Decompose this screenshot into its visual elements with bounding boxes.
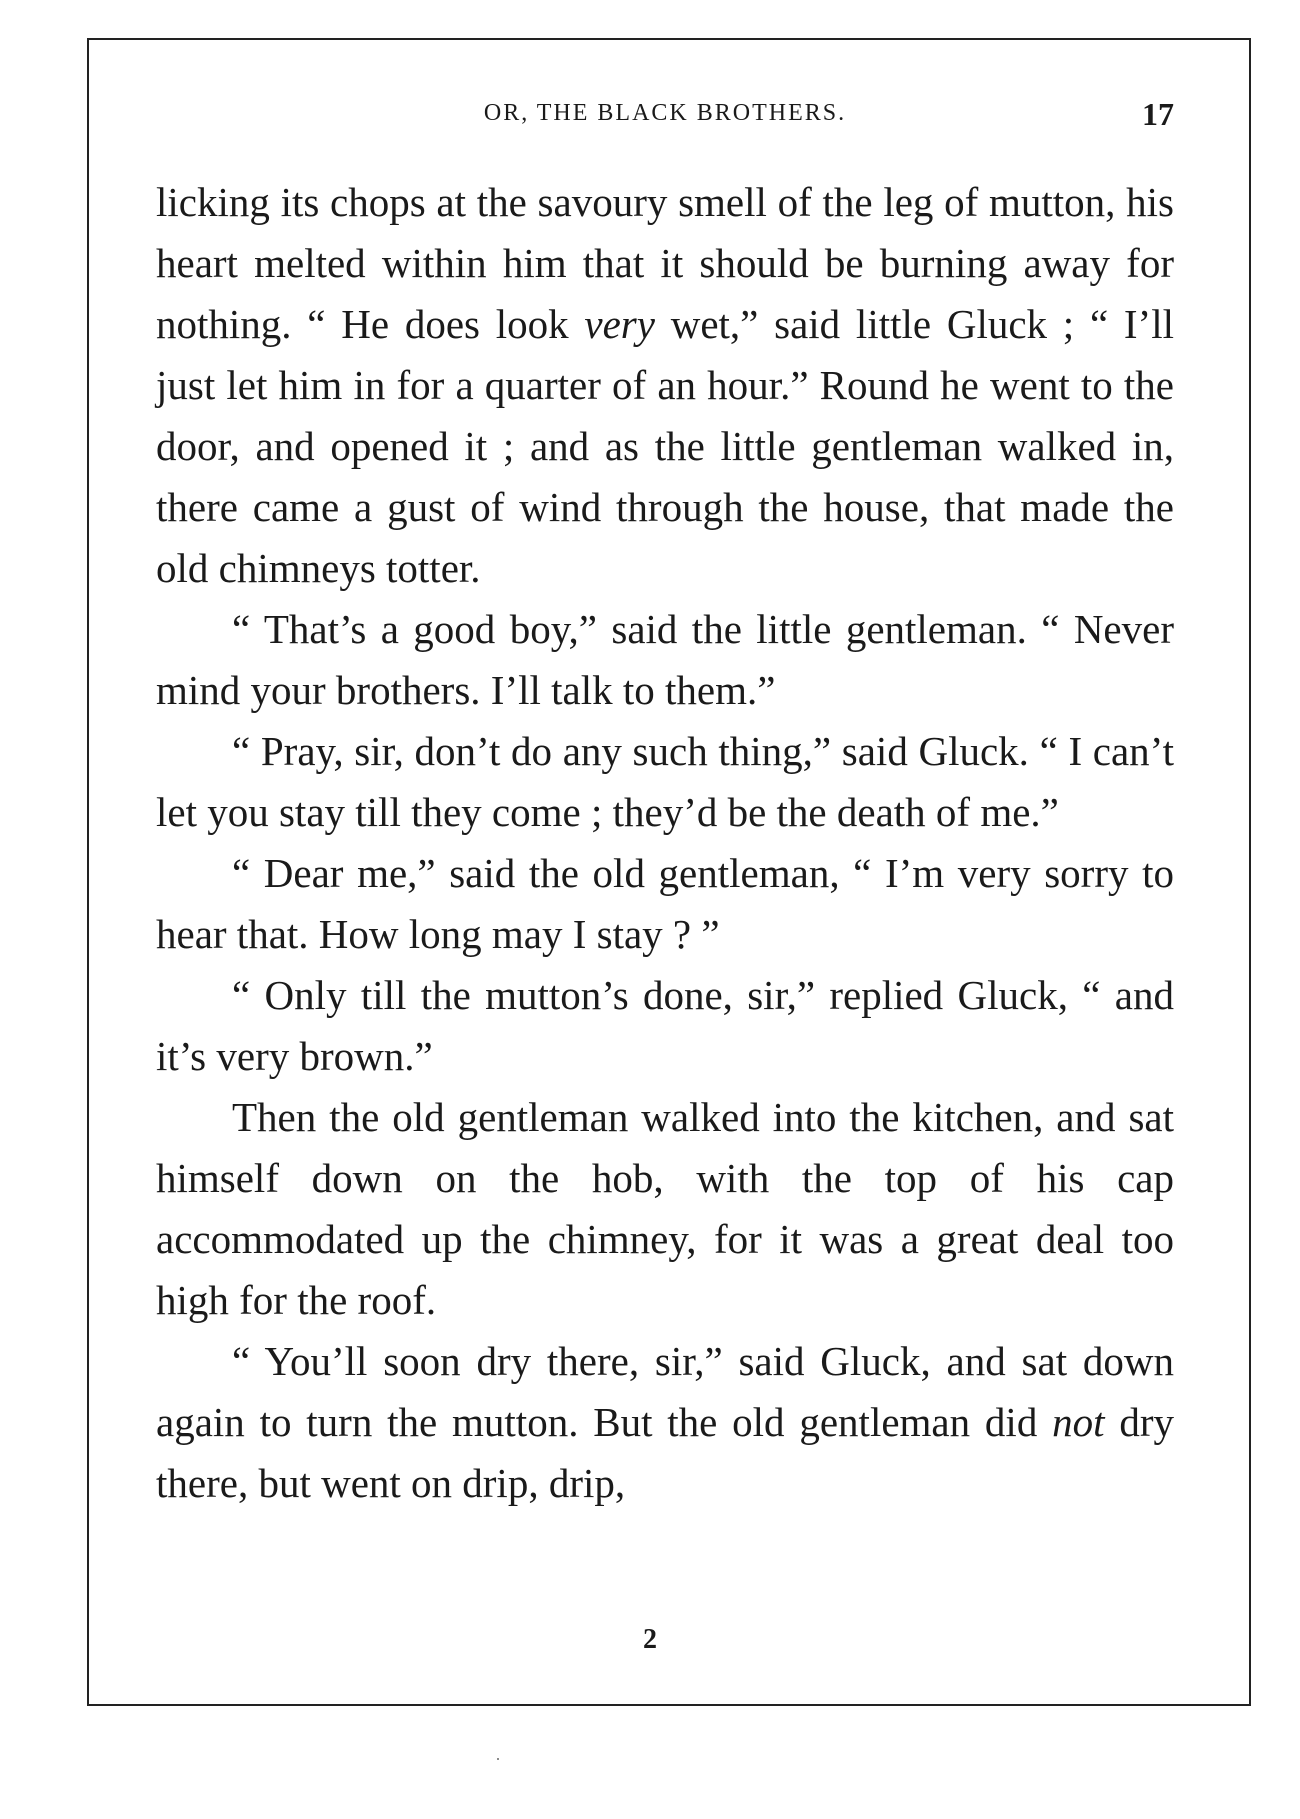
italic-emphasis: not xyxy=(1052,1399,1105,1445)
running-head xyxy=(156,96,1174,136)
paragraph: “ Pray, sir, don’t do any such thing,” said Gluck. “ I can’t let you stay till they come ; they’d be the death of me.” xyxy=(156,728,1174,835)
body-text xyxy=(156,172,1174,1514)
paragraph: “ Only till the mutton’s done, sir,” replied Gluck, “ and it’s very brown.” xyxy=(156,972,1174,1079)
running-title: OR, THE BLACK BROTHERS. xyxy=(483,100,847,126)
paragraph-text: dry there, but went on drip, drip, xyxy=(156,1399,1174,1506)
paragraph: “ Dear me,” said the old gentleman, “ I’m very sorry to hear that. How long may I stay ? ” xyxy=(156,850,1174,957)
italic-emphasis: very xyxy=(584,301,655,347)
paragraph: “ That’s a good boy,” said the little gentleman. “ Never mind your brothers. I’ll talk to them.” xyxy=(156,606,1174,713)
paragraph-text: licking its chops at the savoury smell of the leg of mutton, his heart melted within him that it should be burning away for nothing. “ He does look xyxy=(156,179,1174,347)
paragraph-text: wet,” said little Gluck ; “ I’ll just let him in for a quarter of an hour.” Round he went to the door, and opened it ; and as the little gentleman walked in, there came a gust of wind through the house, that made the old chimneys totter. xyxy=(156,301,1174,591)
paragraph xyxy=(156,172,1174,599)
paragraph xyxy=(156,1331,1174,1514)
paragraph: Then the old gentleman walked into the kitchen, and sat himself down on the hob, with the top of his cap accommodated up the chimney, for it was a great deal too high for the roof. xyxy=(156,1094,1174,1323)
signature-mark: 2 xyxy=(643,1624,657,1655)
print-speck xyxy=(497,1758,499,1760)
paragraph-text: “ You’ll soon dry there, sir,” said Gluck, and sat down again to turn the mutton. But the old gentleman did xyxy=(156,1338,1174,1445)
page-number: 17 xyxy=(1142,96,1174,132)
